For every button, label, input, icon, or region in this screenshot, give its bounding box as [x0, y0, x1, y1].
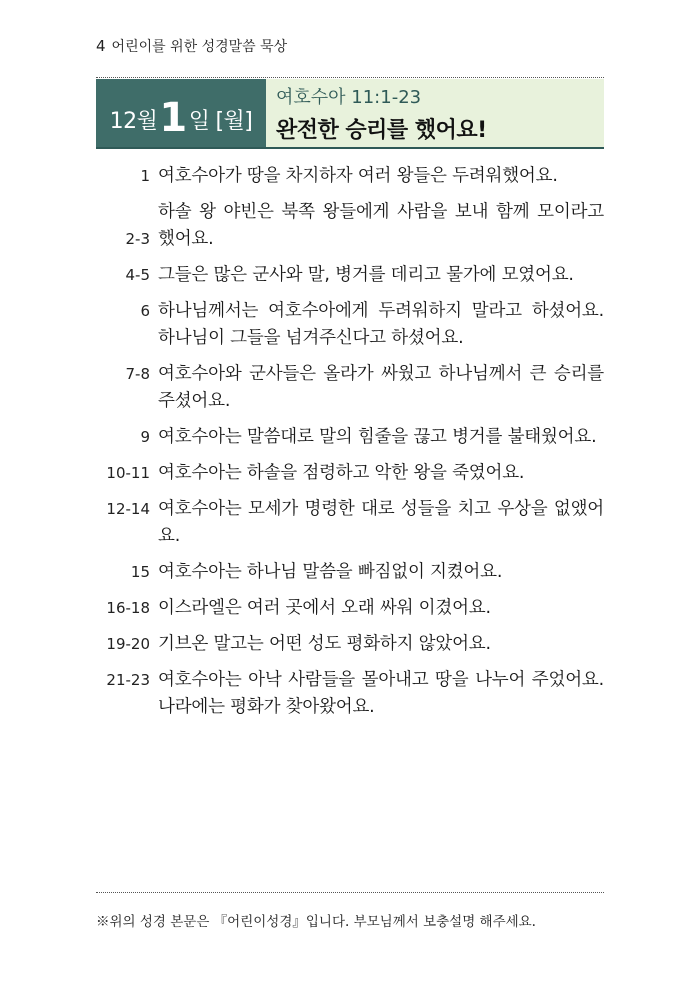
- verse-item: [96, 460, 604, 487]
- verse-text: 여호수아는 말씀대로 말의 힘줄을 끊고 병거를 불태웠어요.: [158, 427, 597, 447]
- verse-number: 6: [140, 302, 150, 320]
- verse-number: 19-20: [106, 635, 150, 653]
- verse-item: [96, 262, 604, 289]
- verse-number: 16-18: [106, 599, 150, 617]
- verse-text: 이스라엘은 여러 곳에서 오래 싸워 이겼어요.: [158, 598, 491, 618]
- page-number: 4: [96, 37, 106, 55]
- date-month: 12월: [109, 109, 158, 134]
- verse-item: [96, 199, 604, 253]
- verse-number: 21-23: [106, 671, 150, 689]
- date-day-suffix: 일: [188, 109, 210, 134]
- bottom-divider: [96, 892, 604, 893]
- verse-list: [96, 163, 604, 730]
- verse-number: 4-5: [125, 266, 150, 284]
- verse-text: 여호수아는 하솔을 점령하고 악한 왕을 죽였어요.: [158, 463, 525, 483]
- running-title: 어린이를 위한 성경말씀 묵상: [111, 39, 288, 55]
- verse-item: [96, 298, 604, 352]
- verse-item: [96, 163, 604, 190]
- scripture-reference: 여호수아 11:1-23: [276, 86, 422, 108]
- verse-text: 하솔 왕 야빈은 북쪽 왕들에게 사람을 보내 함께 모이라고 했어요.: [158, 202, 604, 249]
- verse-item: [96, 631, 604, 658]
- title-box: [266, 79, 604, 147]
- verse-item: [96, 559, 604, 586]
- date-weekday: [월]: [215, 109, 253, 134]
- verse-text: 여호수아는 하나님 말씀을 빠짐없이 지켰어요.: [158, 562, 503, 582]
- verse-number: 2-3: [125, 230, 150, 248]
- running-header: [96, 36, 287, 56]
- verse-text: 여호수아는 아낙 사람들을 몰아내고 땅을 나누어 주었어요. 나라에는 평화가 찾아왔어요.: [158, 670, 604, 717]
- devotion-banner: [96, 79, 604, 149]
- verse-item: [96, 496, 604, 550]
- verse-text: 여호수아와 군사들은 올라가 싸웠고 하나님께서 큰 승리를 주셨어요.: [158, 364, 604, 411]
- verse-text: 그들은 많은 군사와 말, 병거를 데리고 물가에 모였어요.: [158, 265, 574, 285]
- date-box: [96, 79, 266, 147]
- verse-text: 여호수아가 땅을 차지하자 여러 왕들은 두려워했어요.: [158, 166, 558, 186]
- footnote: ※위의 성경 본문은 『어린이성경』입니다. 부모님께서 보충설명 해주세요.: [96, 914, 536, 930]
- verse-number: 1: [140, 167, 150, 185]
- verse-item: [96, 667, 604, 721]
- verse-item: [96, 595, 604, 622]
- verse-item: [96, 424, 604, 451]
- verse-text: 기브온 말고는 어떤 성도 평화하지 않았어요.: [158, 634, 491, 654]
- date-day: 1: [159, 95, 187, 141]
- verse-number: 15: [130, 563, 150, 581]
- verse-item: [96, 361, 604, 415]
- devotion-title: 완전한 승리를 했어요!: [276, 117, 487, 143]
- verse-text: 여호수아는 모세가 명령한 대로 성들을 치고 우상을 없앴어요.: [158, 499, 604, 546]
- verse-number: 9: [140, 428, 150, 446]
- verse-number: 7-8: [125, 365, 150, 383]
- verse-number: 12-14: [106, 500, 150, 518]
- verse-number: 10-11: [106, 464, 150, 482]
- top-divider: [96, 77, 604, 78]
- verse-text: 하나님께서는 여호수아에게 두려워하지 말라고 하셨어요. 하나님이 그들을 넘겨주신다고 하셨어요.: [158, 301, 604, 348]
